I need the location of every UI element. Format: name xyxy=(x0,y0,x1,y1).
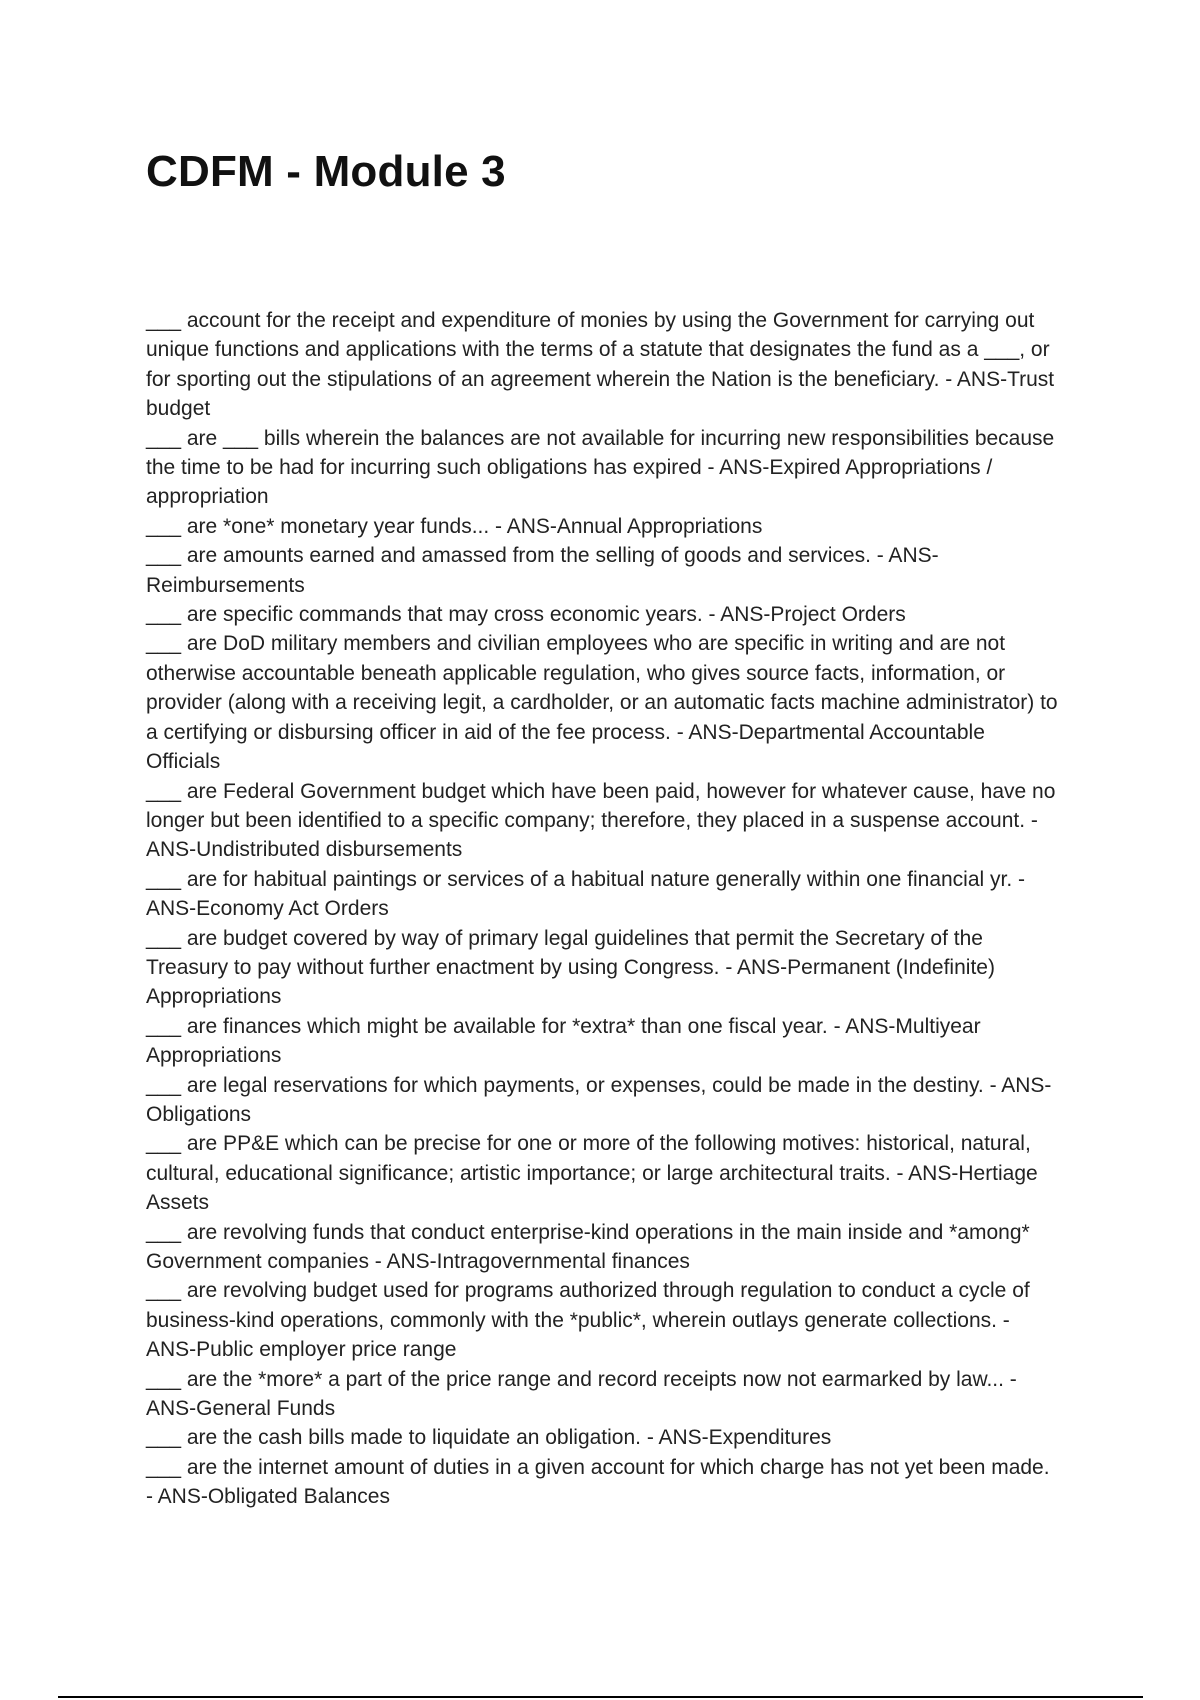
qa-item: ___ are finances which might be available for *extra* than one fiscal year. - ANS-Multiyear Appropriations xyxy=(146,1014,981,1068)
qa-item: ___ are revolving budget used for programs authorized through regulation to conduct a cycle of business-kind operations, commonly with the *public*, wherein outlays generate collections. - ANS-Public employer price range xyxy=(146,1279,1030,1362)
qa-item: ___ are PP&E which can be precise for one or more of the following motives: historical, natural, cultural, educational significance; artistic importance; or large architectural traits. - ANS-Hertiage Assets xyxy=(146,1132,1038,1215)
qa-item: ___ are amounts earned and amassed from the selling of goods and services. - ANS-Reimbursements xyxy=(146,544,939,597)
qa-item: ___ are the cash bills made to liquidate an obligation. - ANS-Expenditures xyxy=(146,1426,832,1450)
qa-item: ___ are budget covered by way of primary legal guidelines that permit the Secretary of the Treasury to pay without further enactment by using Congress. - ANS-Permanent (Indefinite) Appropriations xyxy=(146,926,995,1009)
qa-item: ___ are the internet amount of duties in a given account for which charge has not yet been made. - ANS-Obligated Balances xyxy=(146,1455,1050,1509)
qa-item: ___ are revolving funds that conduct enterprise-kind operations in the main inside and *among* Government companies - ANS-Intragovernmental finances xyxy=(146,1220,1030,1273)
page-title: CDFM - Module 3 xyxy=(146,147,506,196)
qa-item: ___ are DoD military members and civilian employees who are specific in writing and are not otherwise accountable beneath applicable regulation, who gives source facts, information, or provider (along with a receiving legit, a cardholder, or an automatic facts machine administrator) to a certifying or disbursing officer in aid of the fee process. - ANS-Departmental Accountable Officials xyxy=(146,632,1058,774)
qa-item: ___ are the *more* a part of the price range and record receipts now not earmarked by law... - ANS-General Funds xyxy=(146,1367,1017,1421)
qa-item: ___ account for the receipt and expenditure of monies by using the Government for carrying out unique functions and applications with the terms of a statute that designates the fund as a ___, or for sporting out the stipulations of an agreement wherein the Nation is the beneficiary. - ANS-Trust budget xyxy=(146,309,1055,421)
qa-item: ___ are specific commands that may cross economic years. - ANS-Project Orders xyxy=(146,603,906,627)
qa-item: ___ are *one* monetary year funds... - ANS-Annual Appropriations xyxy=(146,514,763,538)
qa-item: ___ are for habitual paintings or services of a habitual nature generally within one financial yr. - ANS-Economy Act Orders xyxy=(146,867,1026,921)
qa-item: ___ are ___ bills wherein the balances are not available for incurring new responsibilities because the time to be had for incurring such obligations has expired - ANS-Expired Appropriations / appropriation xyxy=(146,426,1055,509)
qa-list xyxy=(146,306,1061,1512)
qa-item: ___ are Federal Government budget which have been paid, however for whatever cause, have no longer but been identified to a specific company; therefore, they placed in a suspense account. - ANS-Undistributed disbursements xyxy=(146,779,1056,862)
footer-divider xyxy=(58,1696,1143,1698)
qa-item: ___ are legal reservations for which payments, or expenses, could be made in the destiny. - ANS-Obligations xyxy=(146,1073,1052,1126)
